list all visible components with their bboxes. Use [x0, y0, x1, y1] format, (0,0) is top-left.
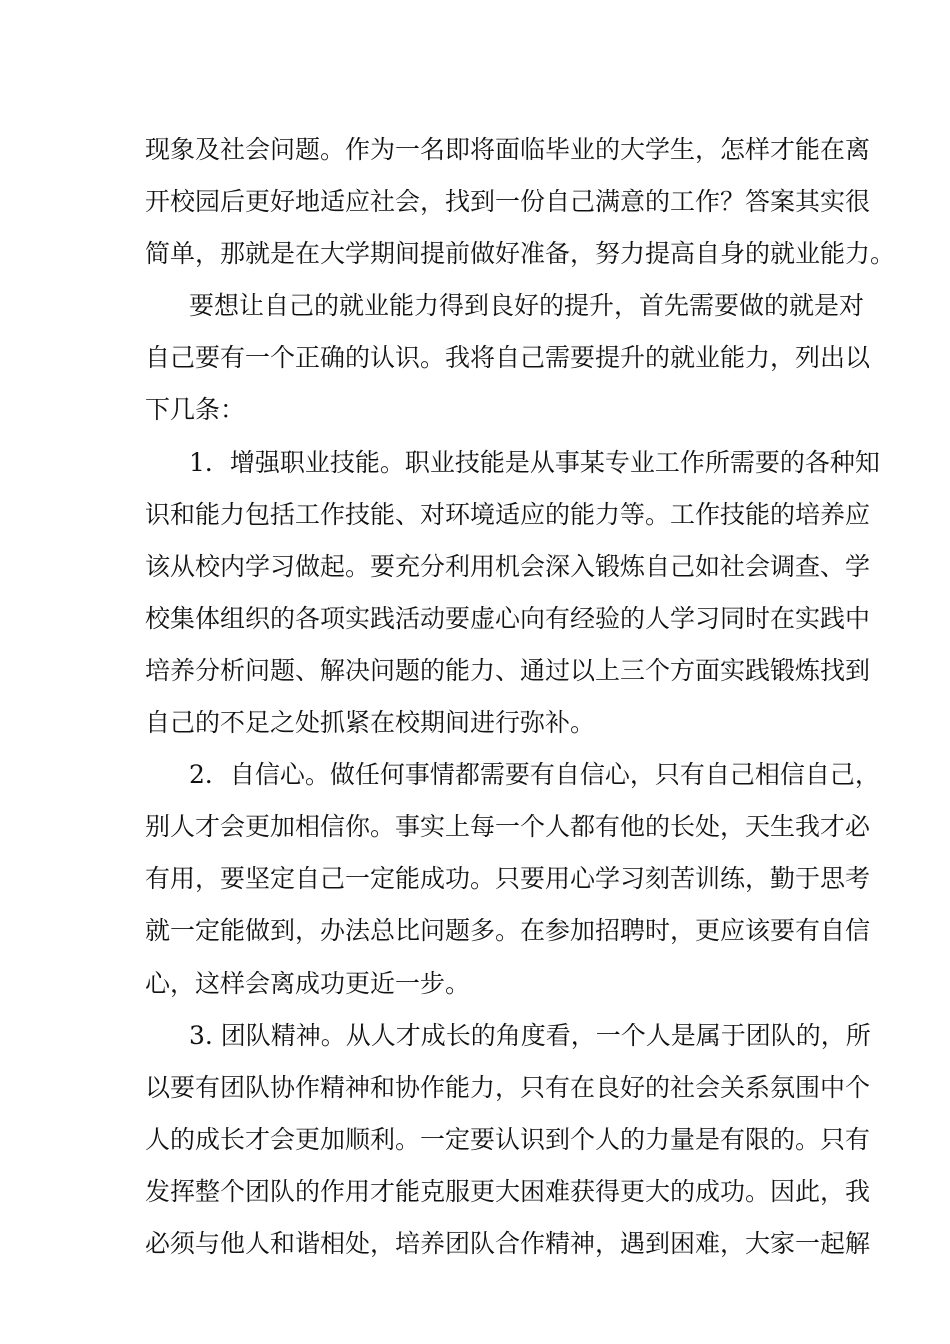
text-line: 心，这样会离成功更近一步。 — [145, 968, 471, 998]
text-line: 要想让自己的就业能力得到良好的提升，首先需要做的就是对 — [189, 291, 865, 321]
text-line: 开校园后更好地适应社会，找到一份自己满意的工作？答案其实很 — [145, 187, 871, 217]
text-line: 简单，那就是在大学期间提前做好准备，努力提高自身的就业能力。 — [145, 239, 896, 269]
text-line: 下几条： — [145, 395, 246, 425]
text-line: 3. 团队精神。从人才成长的角度看，一个人是属于团队的，所 — [189, 1020, 871, 1050]
text-line: 自己的不足之处抓紧在校期间进行弥补。 — [145, 708, 596, 738]
text-line: 以要有团队协作精神和协作能力，只有在良好的社会关系氛围中个 — [145, 1072, 871, 1102]
text-line: 现象及社会问题。作为一名即将面临毕业的大学生，怎样才能在离 — [145, 135, 871, 164]
text-line: 人的成长才会更加顺利。一定要认识到个人的力量是有限的。只有 — [145, 1124, 871, 1154]
text-line: 该从校内学习做起。要充分利用机会深入锻炼自己如社会调查、学 — [145, 551, 871, 581]
text-line: 校集体组织的各项实践活动要虚心向有经验的人学习同时在实践中 — [145, 603, 871, 633]
text-line: 1．增强职业技能。职业技能是从事某专业工作所需要的各种知 — [189, 447, 880, 477]
text-line: 培养分析问题、解决问题的能力、通过以上三个方面实践锻炼找到 — [145, 655, 871, 685]
text-line: 有用，要坚定自己一定能成功。只要用心学习刻苦训练，勤于思考 — [145, 864, 871, 894]
text-line: 别人才会更加相信你。事实上每一个人都有他的长处，天生我才必 — [145, 812, 871, 842]
text-line: 自己要有一个正确的认识。我将自己需要提升的就业能力，列出以 — [145, 343, 871, 373]
text-line: 识和能力包括工作技能、对环境适应的能力等。工作技能的培养应 — [145, 499, 871, 529]
text-line: 必须与他人和谐相处，培养团队合作精神，遇到困难，大家一起解 — [145, 1228, 871, 1258]
body-text — [145, 124, 896, 1270]
text-line: 发挥整个团队的作用才能克服更大困难获得更大的成功。因此，我 — [145, 1176, 871, 1206]
text-line: 就一定能做到，办法总比问题多。在参加招聘时，更应该要有自信 — [145, 916, 871, 946]
text-line: 2．自信心。做任何事情都需要有自信心，只有自己相信自己， — [189, 760, 880, 790]
